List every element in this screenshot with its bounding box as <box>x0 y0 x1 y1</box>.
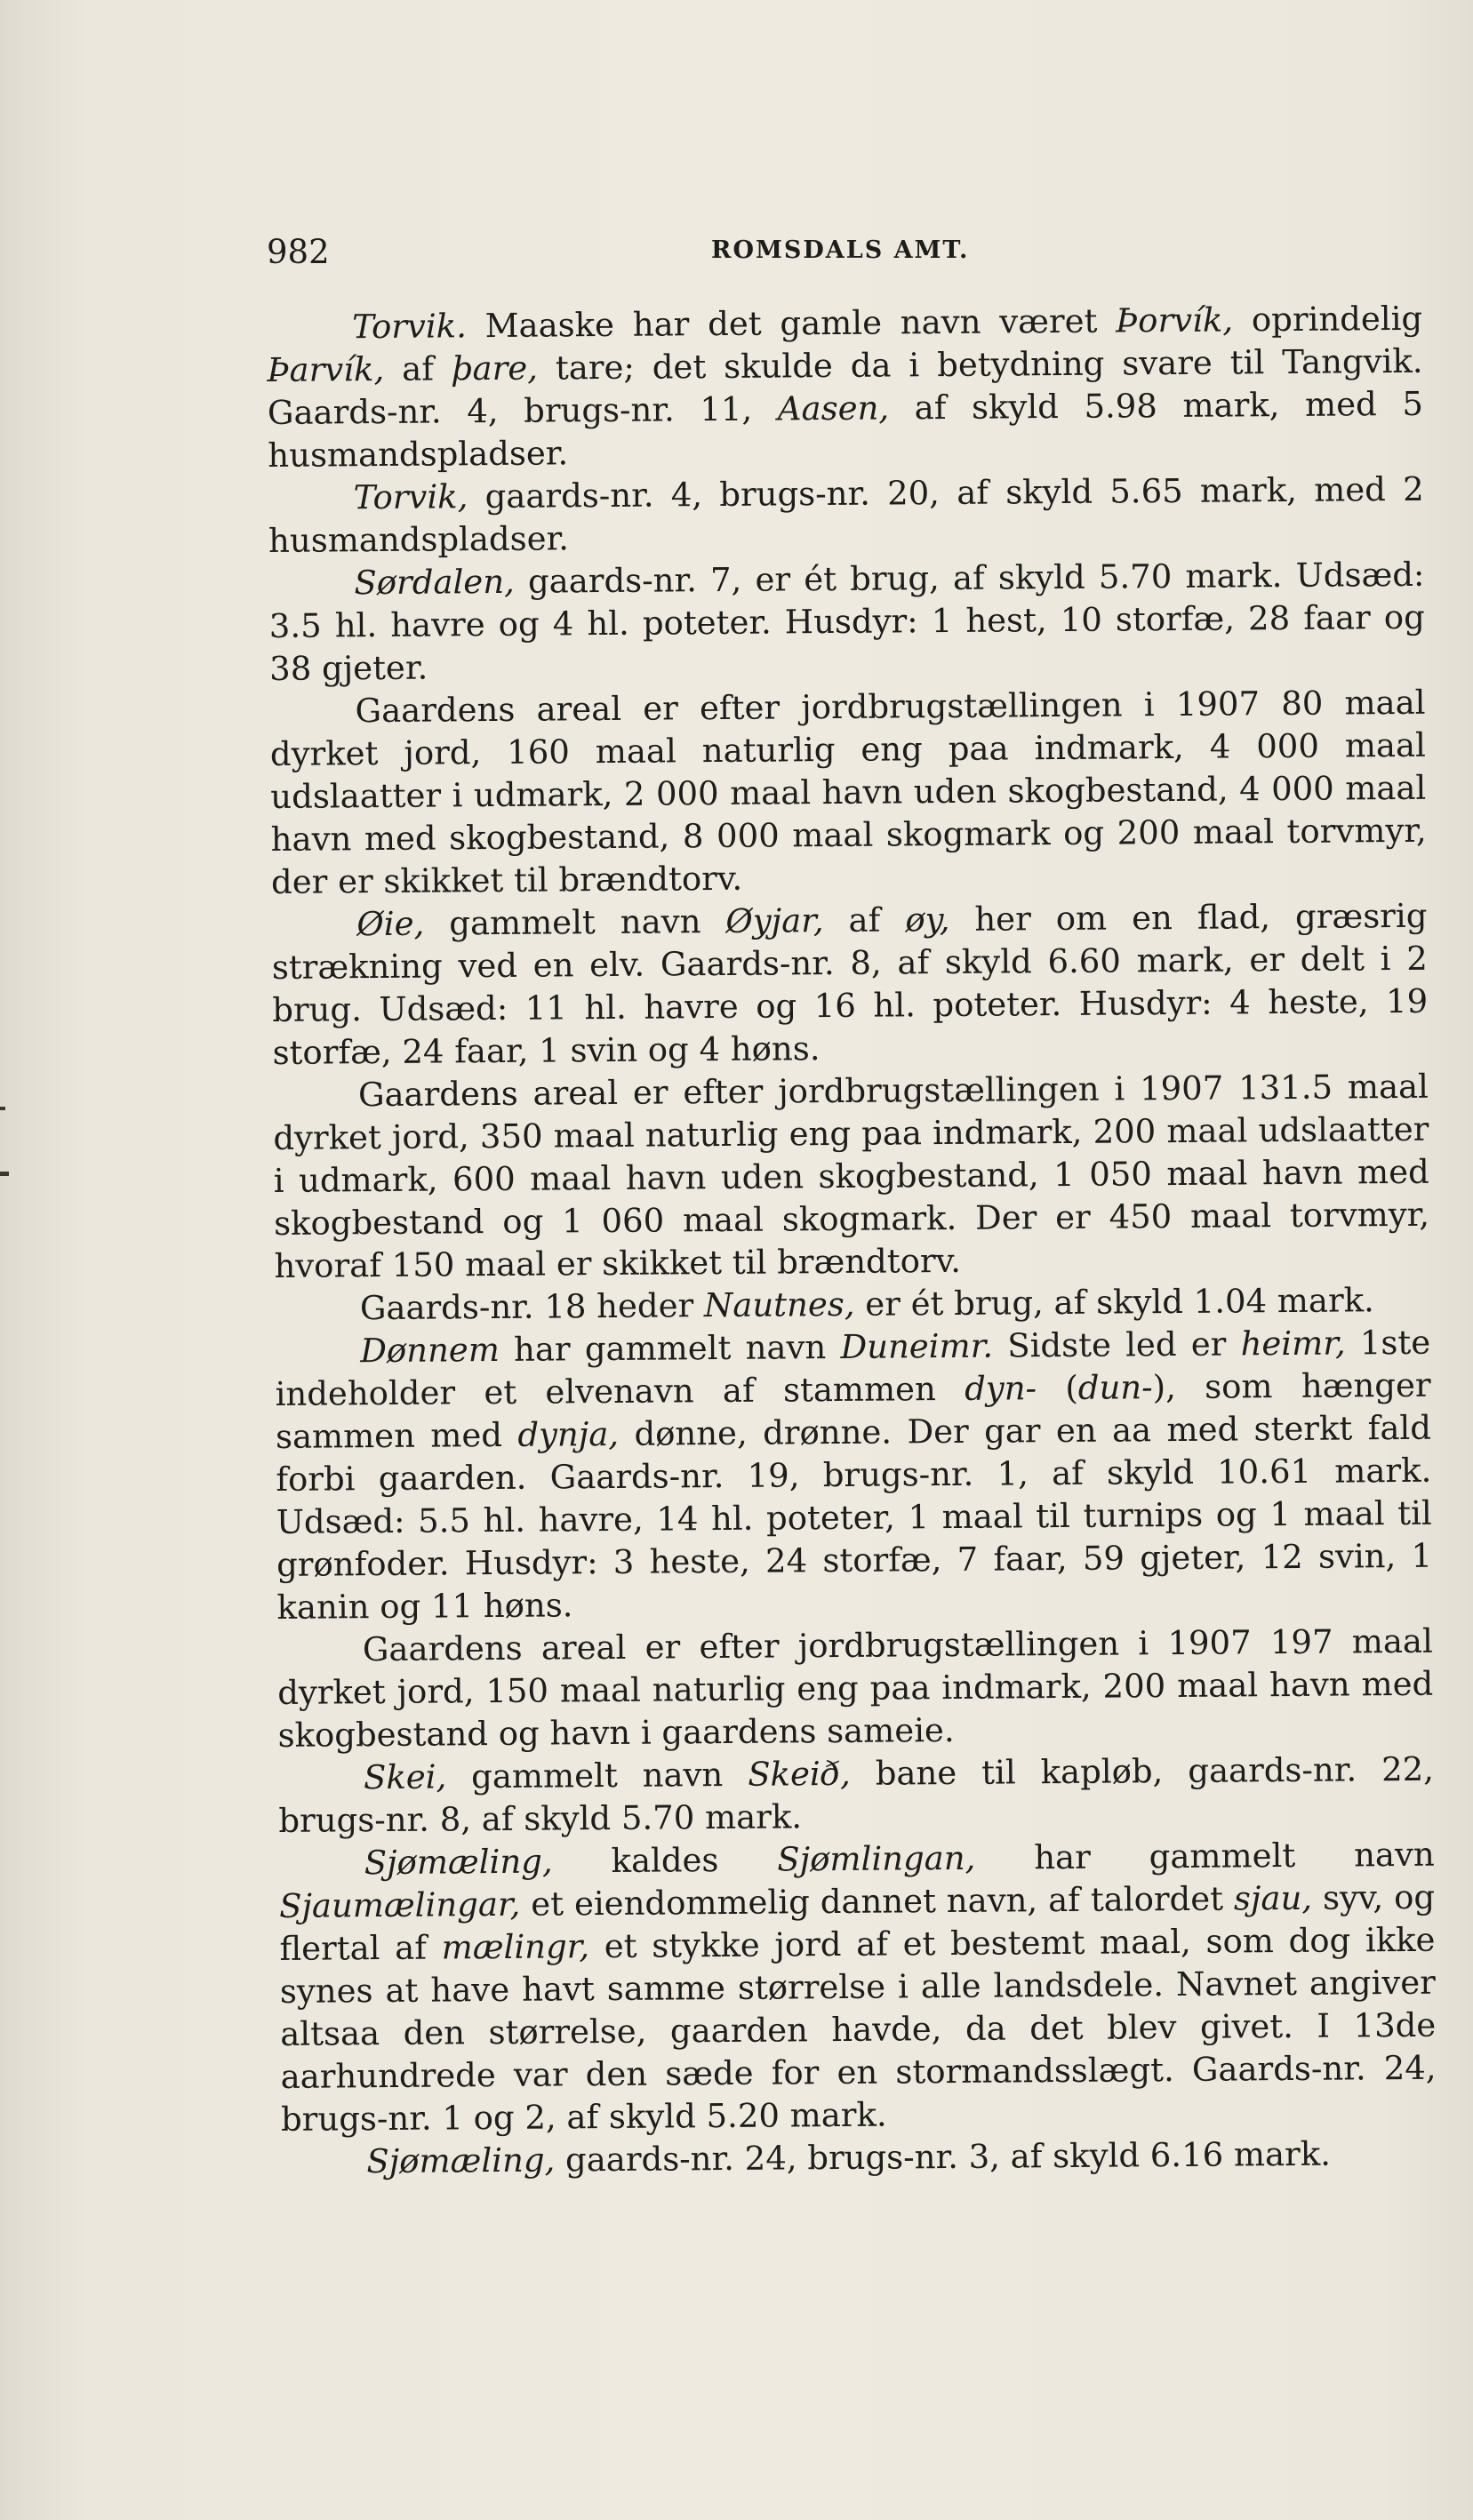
text-run: oprindelig <box>1232 299 1423 340</box>
italic-term: Torvik. <box>352 307 468 347</box>
text-run: et stykke jord af et bestemt maal, som dog ikke synes at have havt samme størrelse i alle landsdele. Navnet angiver altsaa den størrelse, gaarden havde, da det blev givet. I 13de aarhundrede var den sæde for en stormandsslægt. Gaards-nr. 24, brugs-nr. 1 og 2, af skyld 5.20 mark. <box>279 1920 1437 2139</box>
italic-term: Sjømlingan, <box>777 1838 976 1879</box>
text-run: et eiendommelig dannet navn, af talordet <box>520 1879 1235 1924</box>
text-run: Maaske har det gamle navn været <box>466 301 1117 346</box>
text-run: har gammelt navn <box>975 1835 1435 1877</box>
italic-term: sjau, <box>1233 1878 1313 1918</box>
italic-term: Duneimr. <box>840 1326 994 1366</box>
italic-term: Sjaumælingar, <box>278 1884 521 1925</box>
italic-term: mælingr, <box>441 1927 590 1967</box>
paragraph <box>267 298 1423 477</box>
text-run: kaldes <box>552 1840 778 1881</box>
paragraph <box>278 1748 1435 1843</box>
italic-term: Sjømæling, <box>364 1842 553 1883</box>
paragraph <box>268 554 1425 691</box>
italic-term: Sørdalen, <box>354 562 515 603</box>
text-run: gaards-nr. 7, er ét brug, af skyld 5.70 mark. Udsæd: 3.5 hl. havre og 4 hl. poteter. Husdyr: 1 hest, 10 storfæ, 28 faar og 38 gjeter. <box>268 555 1425 688</box>
italic-term: Nautnes, <box>703 1284 855 1325</box>
italic-term: øy, <box>905 900 950 940</box>
paragraph <box>273 1066 1430 1288</box>
text-run: ( <box>1036 1368 1078 1408</box>
text-run: af <box>823 900 906 940</box>
text-run: Gaardens areal er efter jordbrugstællingen i 1907 131.5 maal dyrket jord, 350 maal naturlig eng paa indmark, 200 maal udslaatter i udmark, 600 maal havn uden skogbestand, 1 050 maal havn med skogbestand og 1 060 maal skogmark. Der er 450 maal torvmyr, hvoraf 150 maal er skikket til brændtorv. <box>273 1067 1430 1285</box>
running-head: ROMSDALS AMT. <box>711 236 970 264</box>
paragraph <box>271 895 1428 1075</box>
text-run: gammelt navn <box>446 1755 749 1796</box>
italic-term: Skeið, <box>748 1754 851 1794</box>
text-run: bane til kapløb, gaards-nr. 22, brugs-nr. 8, af skyld 5.70 mark. <box>278 1749 1435 1840</box>
italic-term: Øyjar, <box>725 901 824 940</box>
text-run: er ét brug, af skyld 1.04 mark. <box>854 1281 1375 1324</box>
italic-term: Þorvík, <box>1116 300 1234 340</box>
paragraph <box>275 1322 1433 1629</box>
text-run: gaards-nr. 24, brugs-nr. 3, af skyld 6.16 mark. <box>555 2134 1332 2180</box>
body-text <box>267 298 1437 2184</box>
text-run: af <box>384 349 452 388</box>
text-run: 1ste indeholder et elvenavn af stammen <box>275 1323 1431 1413</box>
text-run: Gaardens areal er efter jordbrugstællingen i 1907 80 maal dyrket jord, 160 maal naturlig eng paa indmark, 4 000 maal udslaatter i udmark, 2 000 maal havn uden skogbestand, 4 000 maal havn med skogbestand, 8 000 maal skogmark og 200 maal torvmyr, der er skikket til brændtorv. <box>269 683 1427 901</box>
text-run: gaards-nr. 4, brugs-nr. 20, af skyld 5.65 mark, med 2 husmandspladser. <box>268 469 1424 560</box>
italic-term: dyn- <box>964 1369 1037 1408</box>
italic-term: Skei, <box>363 1757 447 1797</box>
italic-term: dun- <box>1077 1368 1153 1407</box>
text-run: syv, og flertal af <box>279 1877 1436 1968</box>
italic-term: heimr, <box>1240 1324 1346 1364</box>
italic-term: Øie, <box>356 904 425 944</box>
paragraph <box>269 682 1427 904</box>
paragraph <box>277 1620 1434 1757</box>
italic-term: Þarvík, <box>267 349 385 389</box>
text-run: har gammelt navn <box>499 1327 841 1369</box>
text-run: Sidste led er <box>992 1324 1241 1365</box>
italic-term: þare, <box>451 348 539 388</box>
paragraph <box>281 2132 1437 2184</box>
italic-term: dynja, <box>517 1414 620 1454</box>
text-run: Gaardens areal er efter jordbrugstællingen i 1907 197 maal dyrket jord, 150 maal naturlig eng paa indmark, 200 maal havn med skogbestand og havn i gaardens sameie. <box>277 1621 1434 1755</box>
italic-term: Sjømæling, <box>366 2140 556 2181</box>
text-run: gammelt navn <box>424 901 726 943</box>
text-run: dønne, drønne. Der gar en aa med sterkt fald forbi gaarden. Gaards-nr. 19, brugs-nr. 1, af skyld 10.61 mark. Udsæd: 5.5 hl. havre, 14 hl. poteter, 1 maal til turnips og 1 maal til grønfoder. Husdyr: 3 heste, 24 storfæ, 7 faar, 59 gjeter, 12 svin, 1 kanin og 11 høns. <box>276 1408 1433 1627</box>
paragraph <box>268 468 1425 563</box>
paragraph <box>279 1834 1437 2141</box>
text-run: Gaards-nr. 18 heder <box>359 1286 705 1328</box>
text-run: ), som hænger sammen med <box>275 1365 1431 1456</box>
text-run: tare; det skulde da i betydning svare til Tangvik. Gaards-nr. 4, brugs-nr. 11, <box>267 341 1423 432</box>
text-run: af skyld 5.98 mark, med 5 husmandspladser. <box>268 384 1424 475</box>
italic-term: Dønnem <box>360 1330 500 1371</box>
italic-term: Aasen, <box>777 388 890 428</box>
scan-edge-mark <box>0 1172 9 1176</box>
text-run: her om en flad, græsrig strækning ved en elv. Gaards-nr. 8, af skyld 6.60 mark, er delt i 2 brug. Udsæd: 11 hl. havre og 16 hl. poteter. Husdyr: 4 heste, 19 storfæ, 24 faar, 1 svin og 4 høns. <box>271 896 1429 1072</box>
italic-term: Torvik, <box>353 477 468 517</box>
scan-edge-mark <box>0 1107 5 1110</box>
page-header <box>267 233 1422 277</box>
page-number: 982 <box>267 233 330 271</box>
